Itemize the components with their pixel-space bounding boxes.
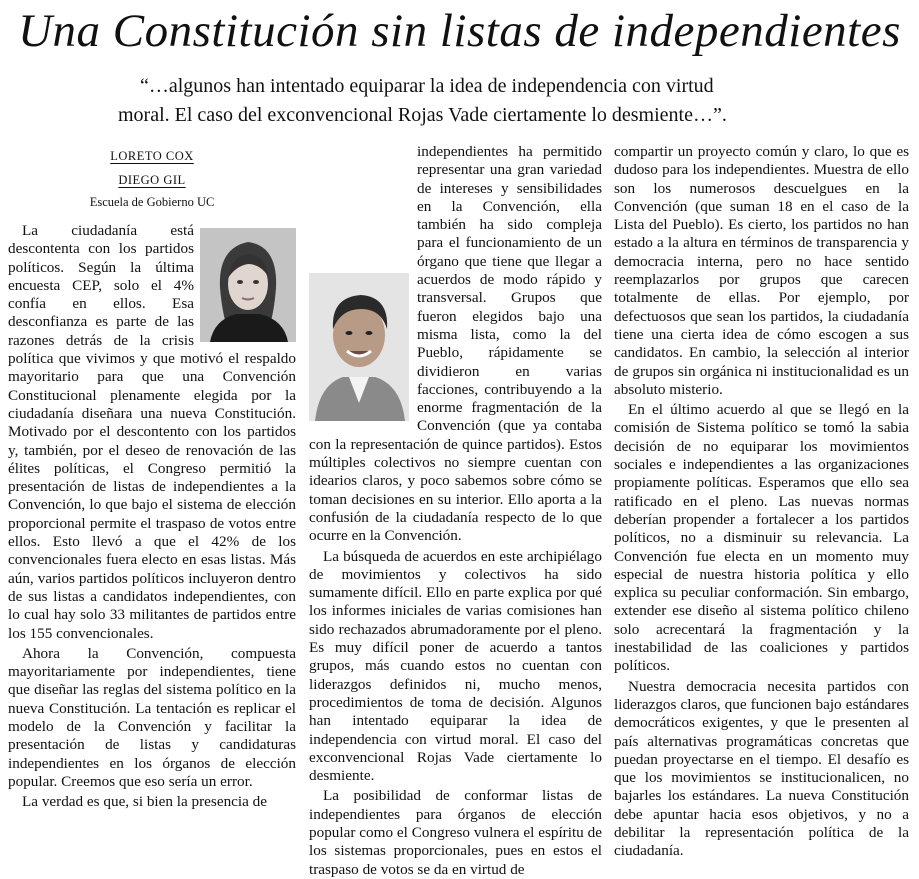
author-name: DIEGO GIL	[118, 173, 186, 187]
column-2	[309, 143, 602, 879]
paragraph: La búsqueda de acuerdos en este archipiélago de movimientos y colectivos ha sido sumamente difícil. Ello en parte explica por qué los informes iniciales de varias comisiones han sido rechazados abrumadoramente por el pleno. Es muy difícil poner de acuerdo a tantos grupos, más cuando estos no cuentan con liderazgos definidos ni, mucho menos, procedimientos de toma de decisión. Algunos han intentado equiparar la idea de independencia con virtud moral. El caso del exconvencional Rojas Vade ciertamente lo desmiente.	[309, 547, 602, 785]
paragraph: Ahora la Convención, compuesta mayoritariamente por independientes, tiene que diseñar las reglas del sistema político en la nueva Constitución. La tentación es replicar el modelo de la Convención y facilitar la presentación de listas y candidaturas independientes en los órganos de elección popular. Creemos que eso sería un error.	[8, 644, 296, 790]
paragraph: La ciudadanía está descontenta con los partidos políticos. Según la última encuesta CEP, solo el 4% confía en ellos. Esa desconfianza es parte de las razones detrás de la crisis política que vivimos y que motivó el respaldo mayoritario para que una Convención Constitucional plenamente elegida por la ciudadanía diseñara una nueva Constitución. Motivado por el descontento con los partidos y, también, por el deseo de renovación de las élites políticas, el Congreso permitió la presentación de listas de independientes a la Convención, lo que bajo el sistema de elección proporcional permite el traspaso de votos entre ellos. Esto llevó a que el 42% de los convencionales fuera electo en esas listas. Más aún, varios partidos políticos incluyeron dentro de sus listas a candidatos independientes, con lo cual hay solo 33 militantes de partidos entre los 155 convencionales.	[8, 222, 296, 642]
author-affiliation: Escuela de Gobierno UC	[89, 195, 215, 209]
pull-quote-line-1: “…algunos han intentado equiparar la idea de independencia con virtud	[140, 75, 714, 97]
woman-portrait-icon	[200, 228, 296, 342]
column-3	[614, 143, 909, 861]
author-photo	[200, 228, 296, 342]
paragraph: Nuestra democracia necesita partidos con liderazgos claros, que funcionen bajo estándares democráticos exigentes, y que le presenten al país alternativas programáticas concretas que puedan proyectarse en el tiempo. El desafío es que los movimientos se institucionalicen, no bajarles los estándares. La nueva Constitución debe apuntar hacia esos objetivos, y no a debilitar la representación política de la ciudadanía.	[614, 677, 909, 860]
column-1	[8, 144, 296, 812]
author-photo	[309, 273, 409, 421]
paragraph: La posibilidad de conformar listas de independientes para órganos de elección popular como el Congreso vulnera el espíritu de los sistemas proporcionales, pues en estos el traspaso de votos se da en virtud de	[309, 787, 602, 878]
byline	[8, 144, 296, 212]
paragraph: En el último acuerdo al que se llegó en la comisión de Sistema político se tomó la sabia decisión de no equiparar los movimientos sociales e independientes a las organizaciones propiamente políticas. Esperamos que ello sea ratificado en el pleno. Las nuevas normas deberían propender a fortalecer a los partidos políticos, no a disminuir su relevancia. La Convención fue electa en un momento muy especial de nuestra historia política y ello explica su peculiar conformación. Sin embargo, extender ese diseño al sistema político chileno solo acrecentará la fragmentación y la inestabilidad de las coaliciones y partidos políticos.	[614, 401, 909, 675]
man-portrait-icon	[309, 273, 409, 421]
paragraph: compartir un proyecto común y claro, lo que es dudoso para los independientes. Muestra de ello son los numerosos descuelgues en la Convención (que suman 18 en el caso de la Lista del Pueblo). Es cierto, los partidos no han estado a la altura en términos de transparencia y democracia interna, pero no hace sentido reemplazarlos por grupos que carecen totalmente de ellas. Por ejemplo, por defectuosos que sean los partidos, la ciudadanía tiene una cierta idea de cómo escogen a sus candidatos. En cambio, la selección al interior de grupos sin orgánica ni institucionalidad es un absoluto misterio.	[614, 143, 909, 398]
headline: Una Constitución sin listas de independientes	[18, 5, 901, 57]
paragraph: independientes ha permitido representar una gran variedad de intereses y sensibilidades en la Convención, ella también ha sido compleja para el funcionamiento de un órgano que tiene que llegar a acuerdos de modo rápido y transversal. Grupos que fueron elegidos bajo una misma lista, como la del Pueblo, rápidamente se dividieron en varias facciones, contribuyendo a la enorme fragmentación de la Convención (que ya contaba con la representación de quince partidos). Estos múltiples colectivos no siempre cuentan con idearios claros, y poco sabemos sobre cómo se toman decisiones en su interior. Ello aporta a la confusión de la ciudadanía respecto de lo que ocurre en la Convención.	[309, 143, 602, 545]
paragraph: La verdad es que, si bien la presencia de	[22, 793, 268, 811]
author-name: LORETO COX	[110, 149, 194, 163]
pull-quote-line-2: moral. El caso del exconvencional Rojas Vade ciertamente lo desmiente…”.	[118, 104, 727, 126]
pull-quote	[118, 72, 818, 130]
